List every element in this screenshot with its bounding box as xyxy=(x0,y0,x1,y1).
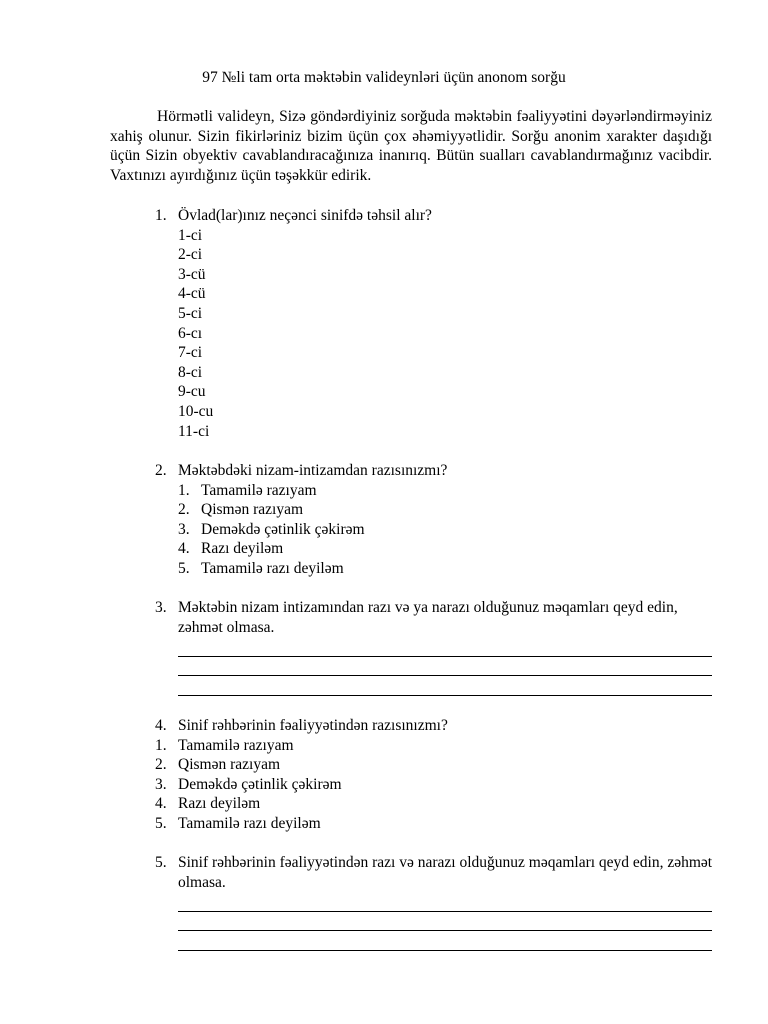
option-label: Deməkdə çətinlik çəkirəm xyxy=(201,520,365,538)
option-number: 3. xyxy=(178,520,190,538)
question-number: 1. xyxy=(155,207,167,224)
option-partially-satisfied[interactable] xyxy=(155,755,715,775)
answer-line[interactable] xyxy=(178,657,712,677)
option-fully-satisfied[interactable] xyxy=(155,736,715,756)
option-grade-11[interactable]: 11-ci xyxy=(178,422,210,440)
option-fully-not-satisfied[interactable] xyxy=(178,559,715,579)
question-5 xyxy=(155,853,715,951)
document-title: 97 №li tam orta məktəbin valideynləri üçün anonom sorğu xyxy=(202,69,566,86)
option-fully-satisfied[interactable] xyxy=(178,481,715,501)
answer-line[interactable] xyxy=(178,912,712,932)
option-label: Tamamilə razı deyiləm xyxy=(201,559,344,577)
option-grade-6[interactable]: 6-cı xyxy=(178,324,203,342)
question-4 xyxy=(155,716,715,834)
option-number: 5. xyxy=(178,559,190,577)
option-grade-2[interactable]: 2-ci xyxy=(178,246,203,264)
option-label: Qismən razıyam xyxy=(201,501,304,519)
answer-line[interactable] xyxy=(178,931,712,951)
option-grade-10[interactable]: 10-cu xyxy=(178,402,214,420)
option-number: 3. xyxy=(155,775,167,793)
option-number: 1. xyxy=(178,481,190,499)
option-grade-7[interactable]: 7-ci xyxy=(178,344,203,362)
option-label: Tamamilə razıyam xyxy=(201,481,317,499)
option-number: 2. xyxy=(178,501,190,519)
teacher-satisfaction-options xyxy=(155,736,715,834)
question-text: Sinif rəhbərinin fəaliyyətindən razısınızmı? xyxy=(178,717,448,734)
question-2 xyxy=(155,461,715,579)
option-grade-4[interactable]: 4-cü xyxy=(178,285,206,303)
intro-text: Hörmətli valideyn, Sizə göndərdiyiniz sorğuda məktəbin fəaliyyətini dəyərləndirməyiniz xahiş olunur. Sizin fikirləriniz bizim üçün çox əhəmiyyətlidir. Sorğu anonim xarakter daşıdığı üçün Sizin obyektiv cavablandıracağınıza inanırıq. Bütün sualları cavablandırmağınız vacibdir. Vaxtınızı ayırdığınız üçün təşəkkür edirik. xyxy=(110,108,712,184)
option-number: 4. xyxy=(155,795,167,813)
option-fully-not-satisfied[interactable] xyxy=(155,814,715,834)
option-label: Qismən razıyam xyxy=(178,756,281,774)
option-grade-9[interactable]: 9-cu xyxy=(178,383,206,401)
answer-line[interactable] xyxy=(178,892,712,912)
option-grade-1[interactable]: 1-ci xyxy=(178,226,203,244)
question-text: Sinif rəhbərinin fəaliyyətindən razı və narazı olduğunuz məqamları qeyd edin, zəhmət olmasa. xyxy=(178,854,713,891)
option-grade-8[interactable]: 8-ci xyxy=(178,363,203,381)
option-number: 1. xyxy=(155,736,167,754)
question-3 xyxy=(155,598,715,696)
option-not-satisfied[interactable] xyxy=(178,539,715,559)
option-partially-satisfied[interactable] xyxy=(178,500,715,520)
satisfaction-options xyxy=(178,481,715,579)
option-number: 4. xyxy=(178,540,190,558)
question-number: 2. xyxy=(155,462,167,479)
option-label: Razı deyiləm xyxy=(201,540,284,558)
answer-line[interactable] xyxy=(178,637,712,657)
option-grade-3[interactable]: 3-cü xyxy=(178,265,206,283)
option-label: Razı deyiləm xyxy=(178,795,261,813)
question-number: 3. xyxy=(155,599,167,616)
option-label: Deməkdə çətinlik çəkirəm xyxy=(178,775,342,793)
option-grade-5[interactable]: 5-ci xyxy=(178,304,203,322)
answer-line[interactable] xyxy=(178,676,712,696)
option-number: 5. xyxy=(155,814,167,832)
option-label: Tamamilə razı deyiləm xyxy=(178,814,321,832)
grade-options xyxy=(178,226,715,442)
option-undecided[interactable] xyxy=(178,520,715,540)
option-label: Tamamilə razıyam xyxy=(178,736,294,754)
question-text: Məktəbdəki nizam-intizamdan razısınızmı? xyxy=(178,462,448,479)
question-1 xyxy=(155,206,715,441)
question-text: Məktəbin nizam intizamından razı və ya narazı olduğunuz məqamları qeyd edin, zəhmət olmasa. xyxy=(178,599,678,636)
intro-paragraph xyxy=(110,107,712,185)
question-number: 4. xyxy=(155,717,167,734)
option-not-satisfied[interactable] xyxy=(155,794,715,814)
question-number: 5. xyxy=(155,854,167,871)
option-number: 2. xyxy=(155,756,167,774)
option-undecided[interactable] xyxy=(155,775,715,795)
question-text: Övlad(lar)ınız neçənci sinifdə təhsil alır? xyxy=(178,207,432,224)
